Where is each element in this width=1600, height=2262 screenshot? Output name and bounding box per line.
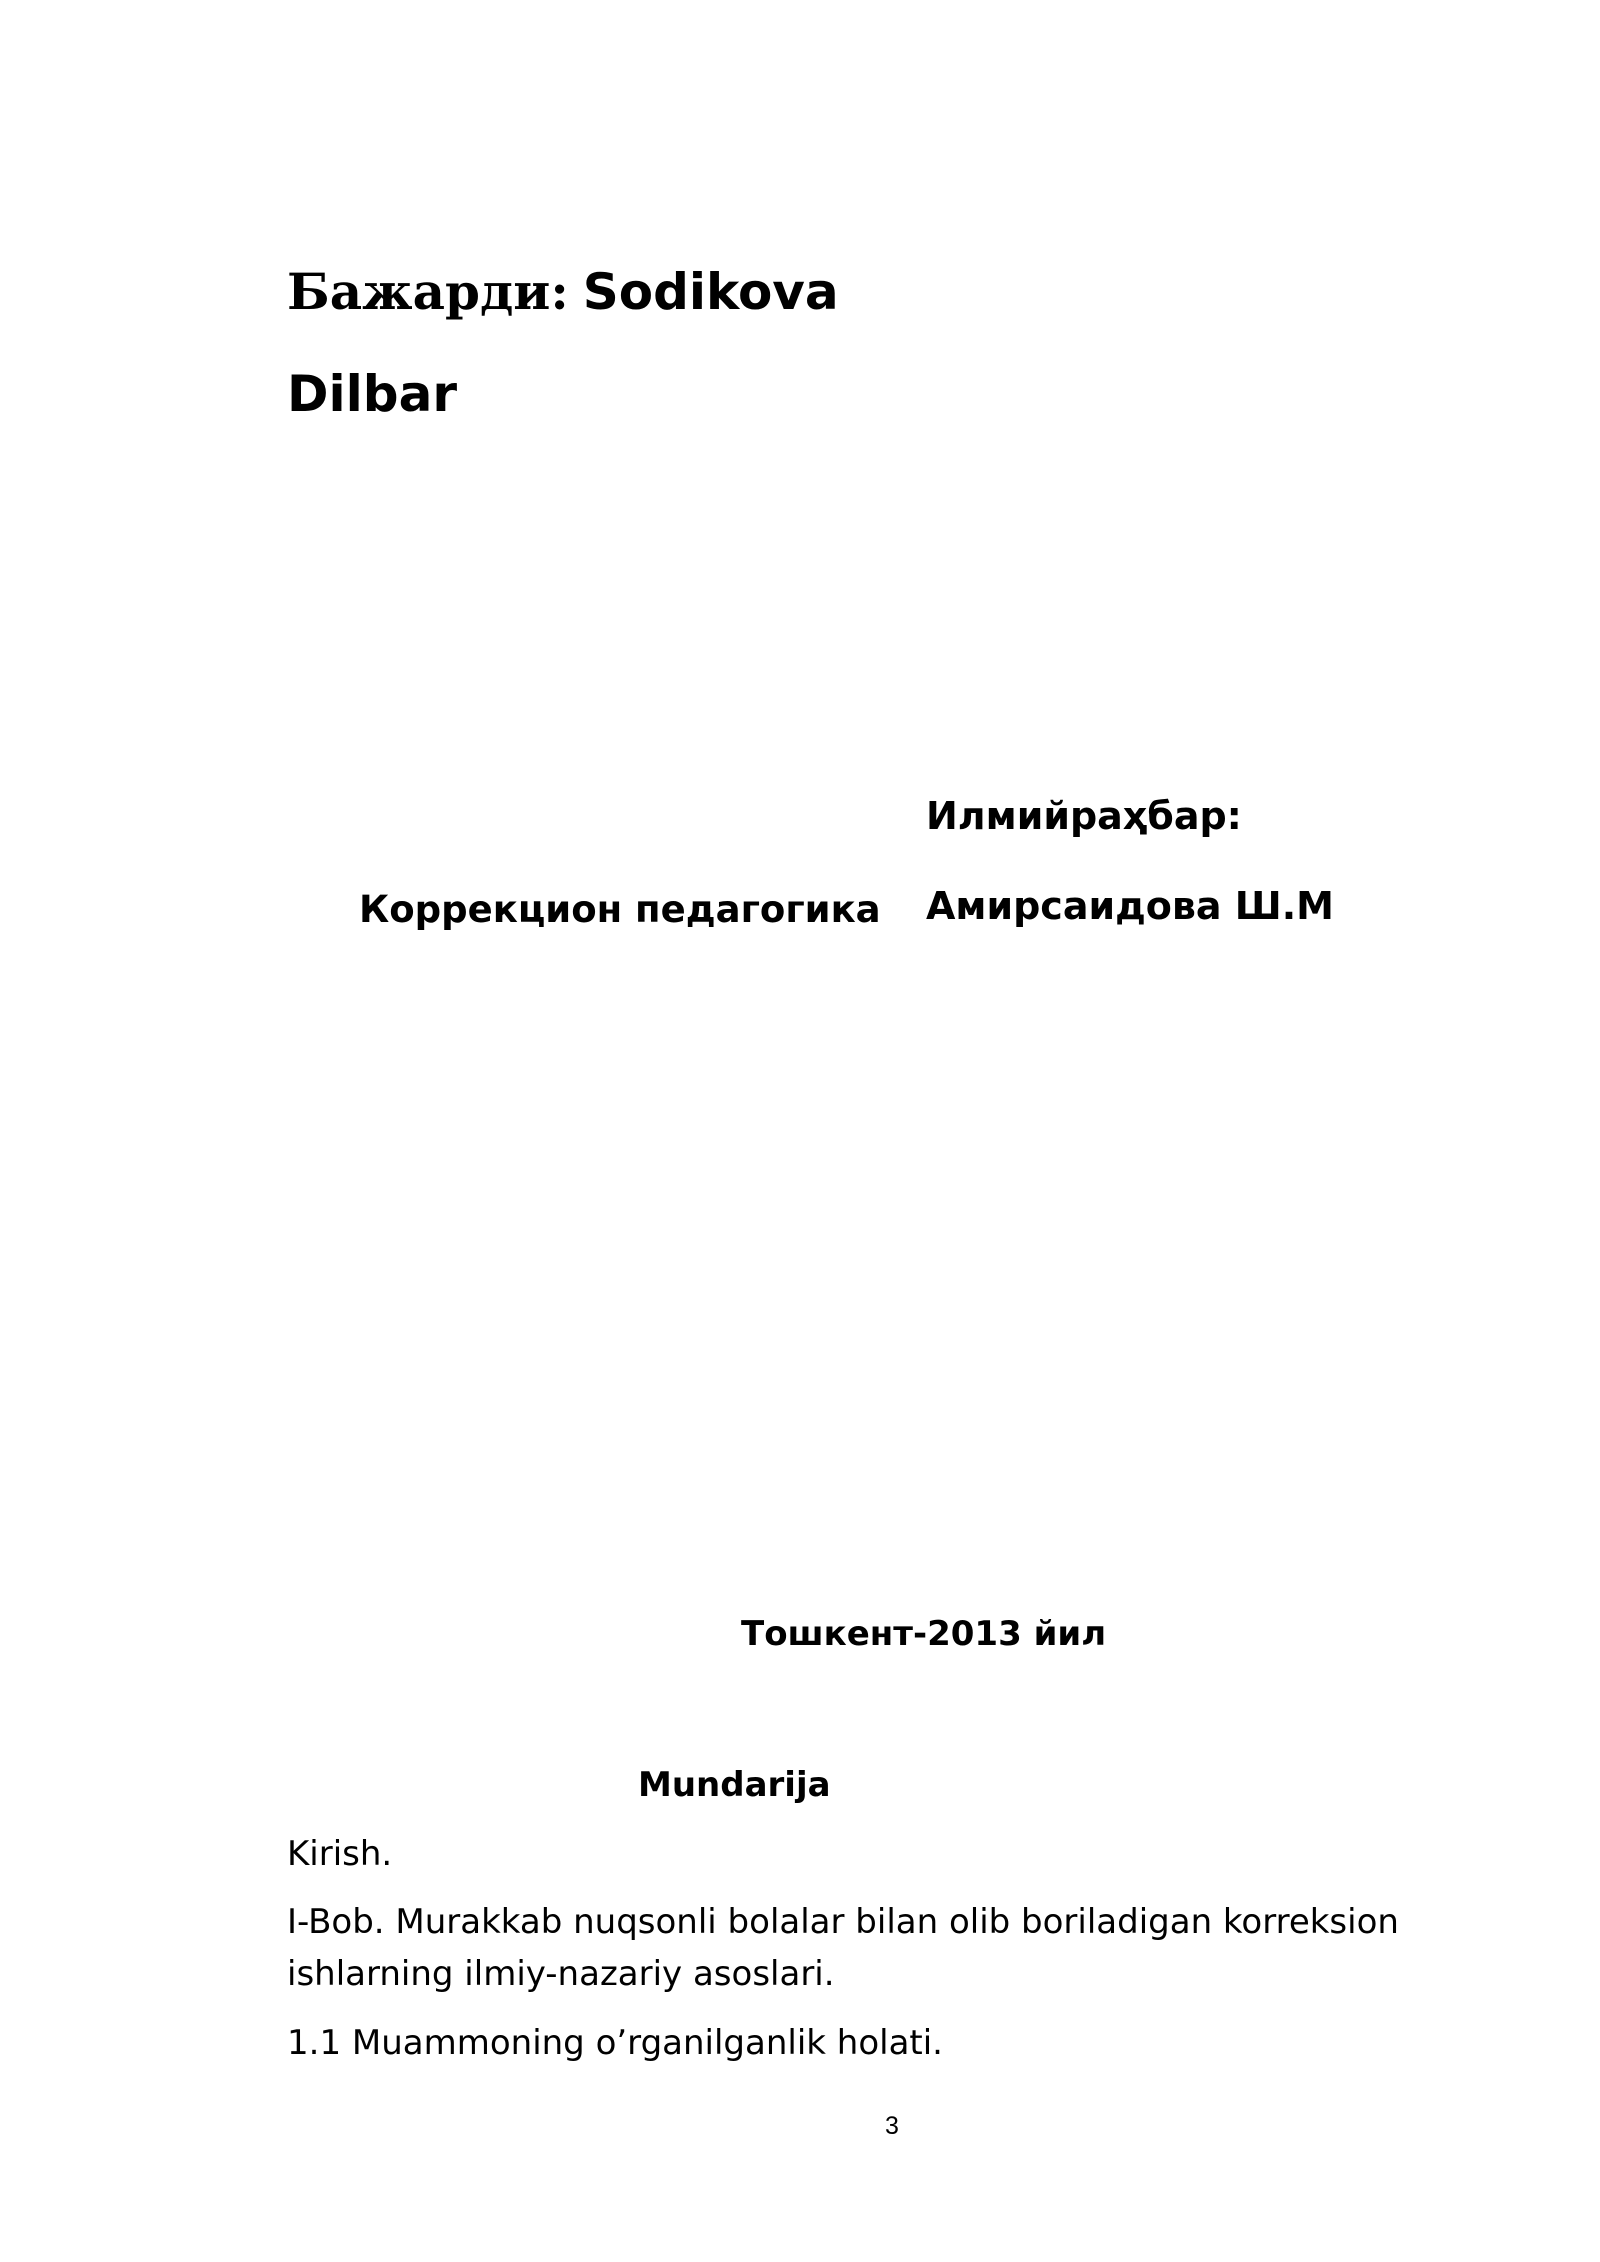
contents-title: Mundarija xyxy=(638,1765,831,1805)
supervisor-label: Илмийраҳбар: xyxy=(926,794,1242,838)
contents-item-introduction: Kirish. xyxy=(287,1834,393,1874)
author-label: Бажарди: xyxy=(287,262,569,321)
subject-title: Коррекцион педагогика xyxy=(359,888,881,931)
contents-item-chapter-1: I-Bob. Murakkab nuqsonli bolalar bilan olib boriladigan korreksion ishlarning ilmiy-nazariy asoslari. xyxy=(287,1902,1399,1994)
author-name-second: Dilbar xyxy=(287,365,457,423)
contents-item-section-1-1: 1.1 Muammoning o’rganilganlik holati. xyxy=(287,2023,943,2063)
page-number: 3 xyxy=(885,2112,899,2140)
author-name-first: Sodikova xyxy=(582,263,839,321)
author-line xyxy=(287,262,839,322)
supervisor-name: Амирсаидова Ш.М xyxy=(926,884,1334,928)
city-year: Тошкент-2013 йил xyxy=(741,1614,1107,1654)
